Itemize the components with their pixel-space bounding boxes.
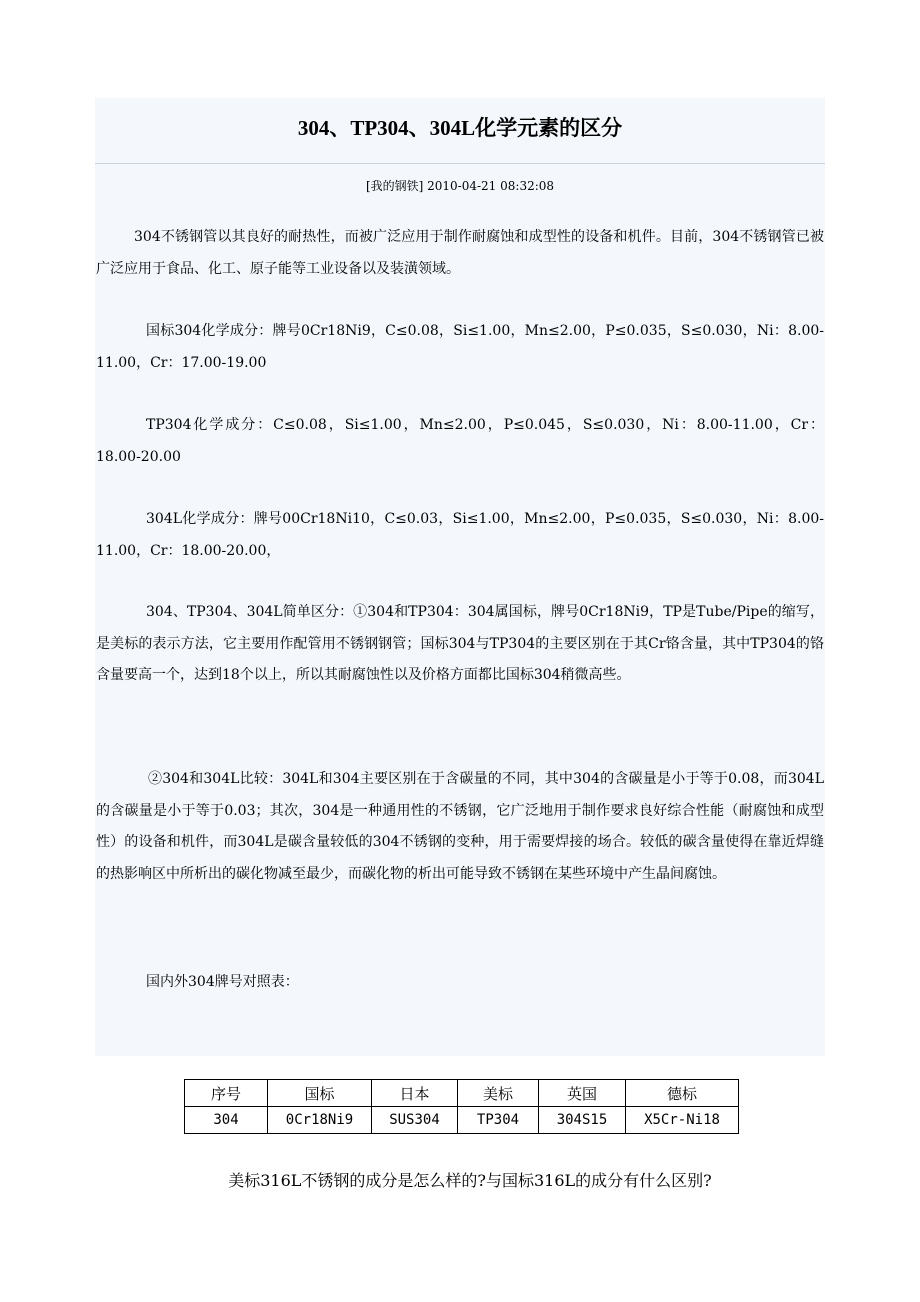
difference-paragraph-2: ②304和304L比较：304L和304主要区别在于含碳量的不同，其中304的含碳量是小于等于0.08，而304L的含碳量是小于等于0.03；其次，304是一种通用性的不锈钢，它广泛地用于制作要求良好综合性能（耐腐蚀和成型性）的设备和机件，而304L是碳含量较低的304不锈钢的变种，用于需要焊接的场合。较低的碳含量使得在靠近焊缝的热影响区中所析出的碳化物减至最少，而碳化物的析出可能导致不锈钢在某些环境中产生晶间腐蚀。 [96, 771, 824, 882]
header-cell: 美标 [458, 1080, 539, 1107]
table-row [185, 1107, 739, 1134]
header-cell: 德标 [626, 1080, 739, 1107]
table-cell: X5Cr-Ni18 [626, 1107, 739, 1134]
header-cell: 日本 [372, 1080, 458, 1107]
304l-paragraph: 304L化学成分：牌号00Cr18Ni10，C≤0.03，Si≤1.00，Mn≤2.00，P≤0.035，S≤0.030，Ni：8.00-11.00，Cr：18.00-20.00， [96, 511, 824, 559]
table-cell: SUS304 [372, 1107, 458, 1134]
article-title: 304、TP304、304L化学元素的区分 [297, 116, 623, 140]
header-cell: 国标 [268, 1080, 372, 1107]
article-meta: [我的钢铁] 2010-04-21 08:32:08 [365, 179, 555, 193]
tp304-paragraph: TP304化学成分：C≤0.08，Si≤1.00，Mn≤2.00，P≤0.045，S≤0.030，Ni：8.00-11.00，Cr：18.00-20.00 [96, 417, 824, 465]
table-header-row [185, 1080, 739, 1107]
title-divider [95, 163, 825, 164]
header-cell: 英国 [539, 1080, 626, 1107]
comparison-table-caption: 国内外304牌号对照表： [146, 974, 299, 990]
difference-paragraph-1: 304、TP304、304L简单区分：①304和TP304：304属国标，牌号0Cr18Ni9，TP是Tube/Pipe的缩写，是美标的表示方法，它主要用作配管用不锈钢钢管；国标304与TP304的主要区别在于其Cr铬含量，其中TP304的铬含量要高一个，达到18个以上，所以其耐腐蚀性以及价格方面都比国标304稍微高些。 [96, 604, 824, 683]
header-cell: 序号 [185, 1080, 268, 1107]
follow-up-question: 美标316L不锈钢的成分是怎么样的?与国标316L的成分有什么区别? [228, 1171, 712, 1190]
table-cell: 304S15 [539, 1107, 626, 1134]
table-cell: 304 [185, 1107, 268, 1134]
grade-comparison-table [184, 1079, 739, 1134]
intro-paragraph: 304不锈钢管以其良好的耐热性，而被广泛应用于制作耐腐蚀和成型性的设备和机件。目前，304不锈钢管已被广泛应用于食品、化工、原子能等工业设备以及装潢领域。 [96, 229, 824, 277]
table-cell: 0Cr18Ni9 [268, 1107, 372, 1134]
table-cell: TP304 [458, 1107, 539, 1134]
gb304-paragraph: 国标304化学成分：牌号0Cr18Ni9，C≤0.08，Si≤1.00，Mn≤2.00，P≤0.035，S≤0.030，Ni：8.00-11.00，Cr：17.00-19.00 [96, 323, 824, 371]
